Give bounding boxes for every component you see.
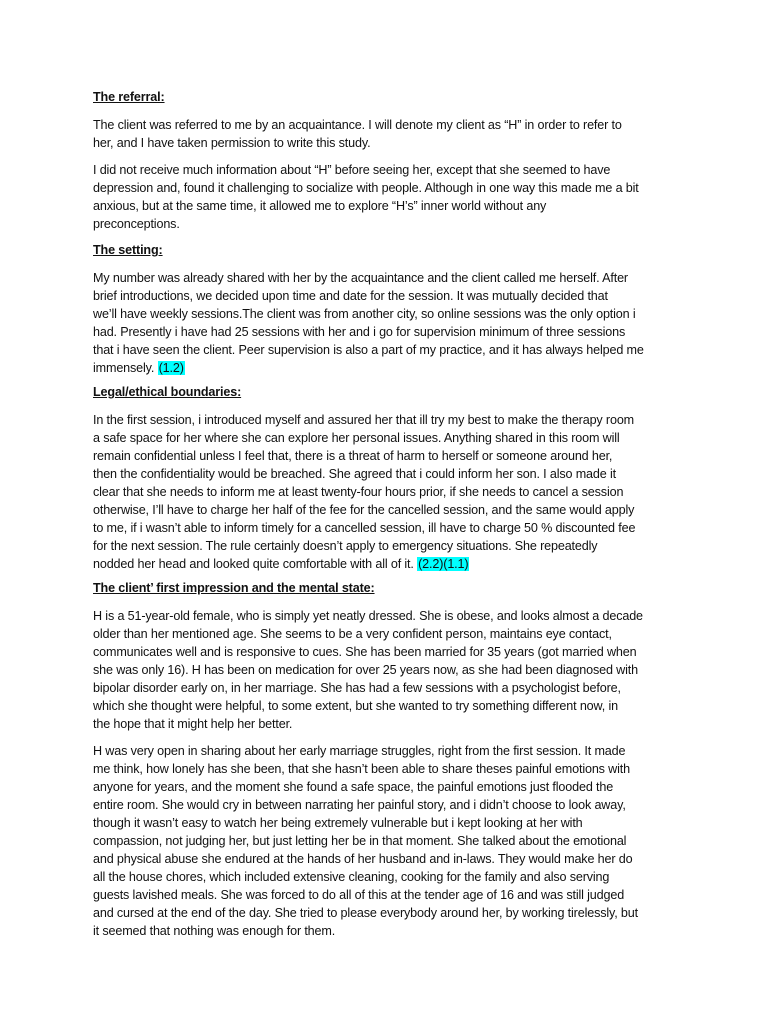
section-heading: The client’ first impression and the mental state: <box>93 581 375 595</box>
paragraph <box>93 116 693 152</box>
section-legal-ethical <box>93 383 693 582</box>
text-line: then the confidentiality would be breached. She agreed that i could inform her son. I also made it <box>93 467 616 481</box>
text-line: I did not receive much information about “H” before seeing her, except that she seemed to have <box>93 163 611 177</box>
text-line: anyone for years, and the moment she found a safe space, the painful emotions just flooded the <box>93 780 614 794</box>
reference-tag: (2.2)(1.1) <box>418 557 469 571</box>
text-line <box>93 555 693 573</box>
section-referral <box>93 88 693 242</box>
text-line: preconceptions. <box>93 217 180 231</box>
text-line: though it wasn’t easy to watch her being extremely vulnerable but i kept looking at her with <box>93 816 583 830</box>
text-line: H is a 51-year-old female, who is simply yet neatly dressed. She is obese, and looks almost a decade <box>93 609 643 623</box>
text-line: for the next session. The rule certainly doesn’t apply to emergency situations. She repeatedly <box>93 539 598 553</box>
text-line: bipolar disorder early on, in her marriage. She has had a few sessions with a psychologist before, <box>93 681 621 695</box>
text-line: to me, if i wasn’t able to inform timely for a cancelled session, ill have to charge 50 % discounted fee <box>93 521 636 535</box>
text-line: a safe space for her where she can explore her personal issues. Anything shared in this room will <box>93 431 620 445</box>
text-line: In the first session, i introduced myself and assured her that ill try my best to make the therapy room <box>93 413 635 427</box>
text-line-content: nodded her head and looked quite comfortable with all of it. <box>93 557 414 571</box>
text-line: otherwise, I’ll have to charge her half of the fee for the cancelled session, and the same would apply <box>93 503 635 517</box>
text-line: and cursed at the end of the day. She tried to please everybody around her, by working tirelessly, but <box>93 906 638 920</box>
text-line: she was only 16). H has been on medication for over 25 years now, as she had been diagnosed with <box>93 663 638 677</box>
text-line: depression and, found it challenging to socialize with people. Although in one way this made me a bit <box>93 181 639 195</box>
text-line <box>93 359 693 377</box>
paragraph <box>93 411 693 573</box>
text-line: older than her mentioned age. She seems to be a very confident person, maintains eye contact, <box>93 627 612 641</box>
text-line: which she thought were helpful, to some extent, but she wanted to try something different now, in <box>93 699 618 713</box>
text-line: H was very open in sharing about her early marriage struggles, right from the first session. It made <box>93 744 626 758</box>
text-line: the hope that it might help her better. <box>93 717 293 731</box>
paragraph <box>93 161 693 233</box>
text-line: remain confidential unless I feel that, there is a threat of harm to herself or someone around her, <box>93 449 613 463</box>
text-line: all the house chores, which included extensive cleaning, cooking for the family and also serving <box>93 870 610 884</box>
section-setting <box>93 241 693 386</box>
section-heading: The setting: <box>93 243 163 257</box>
text-line: had. Presently i have had 25 sessions with her and i go for supervision minimum of three sessions <box>93 325 626 339</box>
text-line: we’ll have weekly sessions.The client was from another city, so online sessions was the only option i <box>93 307 636 321</box>
text-line: brief introductions, we decided upon time and date for the session. It was mutually decided that <box>93 289 608 303</box>
text-line: me think, how lonely has she been, that she hasn’t been able to share theses painful emotions with <box>93 762 630 776</box>
text-line: and physical abuse she endured at the hands of her husband and in-laws. They would make her do <box>93 852 633 866</box>
text-line: guests lavished meals. She was forced to do all of this at the tender age of 16 and was still judged <box>93 888 625 902</box>
text-line: it seemed that nothing was enough for them. <box>93 924 336 938</box>
text-line: communicates well and is responsive to cues. She has been married for 35 years (got married when <box>93 645 637 659</box>
text-line: anxious, but at the same time, it allowed me to explore “H’s” inner world without any <box>93 199 547 213</box>
paragraph <box>93 742 693 940</box>
paragraph <box>93 269 693 377</box>
section-first-impression <box>93 579 693 949</box>
text-line: compassion, not judging her, but just letting her be in that moment. She talked about the emotional <box>93 834 627 848</box>
text-line: her, and I have taken permission to write this study. <box>93 136 371 150</box>
reference-tag: (1.2) <box>158 361 184 375</box>
section-heading: The referral: <box>93 90 165 104</box>
paragraph <box>93 607 693 733</box>
section-heading: Legal/ethical boundaries: <box>93 385 242 399</box>
text-line: that i have seen the client. Peer supervision is also a part of my practice, and it has always helped me <box>93 343 644 357</box>
text-line: clear that she needs to inform me at least twenty-four hours prior, if she needs to cancel a session <box>93 485 624 499</box>
text-line-content: immensely. <box>93 361 155 375</box>
text-line: entire room. She would cry in between narrating her painful story, and i didn’t choose to look away, <box>93 798 626 812</box>
text-line: The client was referred to me by an acquaintance. I will denote my client as “H” in order to refer to <box>93 118 622 132</box>
text-line: My number was already shared with her by the acquaintance and the client called me herself. After <box>93 271 628 285</box>
